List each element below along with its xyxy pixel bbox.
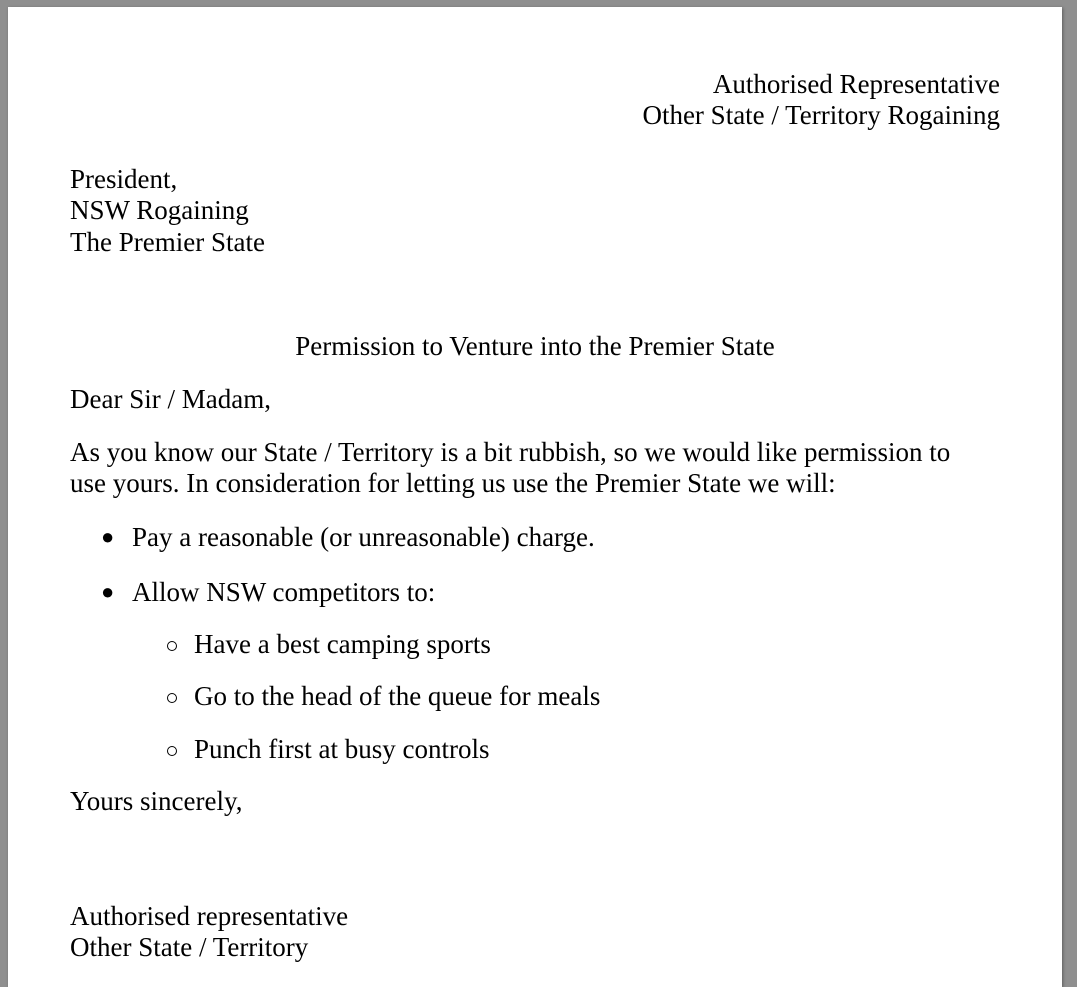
document-page [8,7,1062,987]
closing: Yours sincerely, [70,786,243,816]
bullet-dot-icon: ● [101,524,115,549]
sub-list-item: Go to the head of the queue for meals [194,681,601,711]
bullet-circle-icon [167,693,177,703]
recipient-location: The Premier State [70,227,265,257]
body-paragraph-line-1: As you know our State / Territory is a bit rubbish, so we would like permission to [70,437,951,467]
signature-organisation: Other State / Territory [70,932,309,962]
recipient-organisation: NSW Rogaining [70,195,249,225]
recipient-title: President, [70,164,178,194]
bullet-circle-icon [167,746,177,756]
sender-title: Authorised Representative [712,69,1000,99]
bullet-dot-icon: ● [101,579,115,604]
signature-title: Authorised representative [70,901,349,931]
letter-subject: Permission to Venture into the Premier State [295,331,775,361]
sender-organisation: Other State / Territory Rogaining [642,100,1000,130]
bullet-circle-icon [167,641,177,651]
sub-list-item: Punch first at busy controls [194,734,490,764]
sub-list-item: Have a best camping sports [194,629,491,659]
list-item: Allow NSW competitors to: [132,577,436,607]
body-paragraph-line-2: use yours. In consideration for letting us use the Premier State we will: [70,468,836,498]
list-item: Pay a reasonable (or unreasonable) charge. [132,522,595,552]
salutation: Dear Sir / Madam, [70,384,271,414]
